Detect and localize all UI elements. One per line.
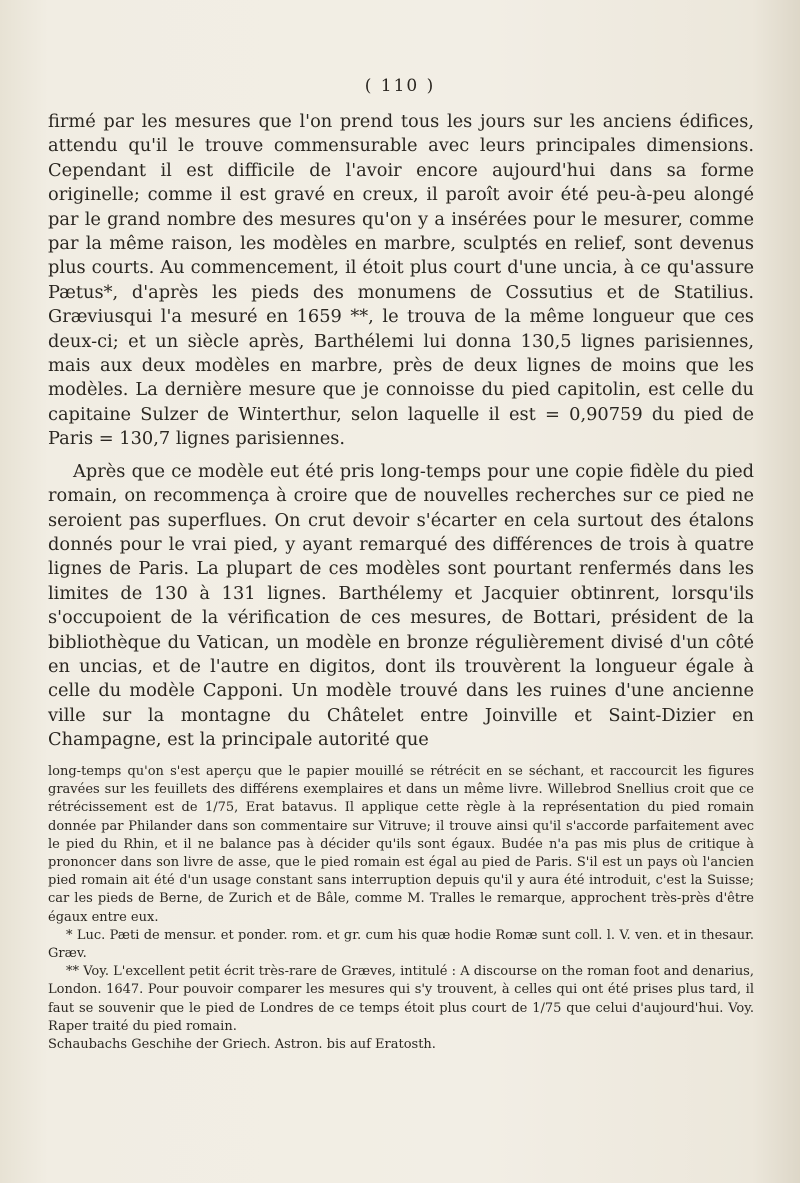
footnote-1-text: Luc. Pæti de mensur. et ponder. rom. et gr. cum his quæ hodie Romæ sunt coll. l. V. ven. et in thesaur. Græv. bbox=[48, 927, 754, 962]
main-text bbox=[48, 110, 754, 753]
page-number: ( 110 ) bbox=[364, 76, 436, 96]
footnotes bbox=[48, 763, 754, 1054]
footnote-3-text: Schaubachs Geschihe der Griech. Astron. bis auf Eratosth. bbox=[48, 1037, 436, 1053]
footnote-1-mark: * bbox=[66, 927, 73, 943]
footnote-2-mark: ** bbox=[66, 964, 79, 980]
footnote-3 bbox=[48, 1036, 754, 1054]
paragraph-2: Après que ce modèle eut été pris long-temps pour une copie fidèle du pied romain, on recommença à croire que de nouvelles recherches sur ce pied ne seroient pas superflues. On crut devoir s'écarter en cela surtout des étalons donnés pour le vrai pied, y ayant remarqué des différences de trois à quatre lignes de Paris. La plupart de ces modèles sont pourtant renfermés dans les limites de 130 à 131 lignes. Barthélemy et Jacquier obtinrent, lorsqu'ils s'occupoient de la vérification de ces mesures, de Bottari, président de la bibliothèque du Vatican, un modèle en bronze régulièrement divisé d'un côté en uncias, et de l'autre en digitos, dont ils trouvèrent la longueur égale à celle du modèle Capponi. Un modèle trouvé dans les ruines d'une ancienne ville sur la montagne du Châtelet entre Joinville et Saint-Dizier en Champagne, est la principale autorité que bbox=[48, 460, 754, 751]
footnote-continuation: long-temps qu'on s'est aperçu que le papier mouillé se rétrécit en se séchant, et raccourcit les figures gravées sur les feuillets des différens exemplaires et dans un même livre. Willebrod Snellius croit que ce rétrécissement est de 1/75, Erat batavus. Il applique cette règle à la représentation du pied romain donnée par Philander dans son commentaire sur Vitruve; il trouve ainsi qu'il s'accorde parfaitement avec le pied du Rhin, et il ne balance pas à décider qu'ils sont égaux. Budée n'a pas mis plus de critique à prononcer dans son livre de asse, que le pied romain est égal au pied de Paris. S'il est un pays où l'ancien pied romain ait été d'un usage constant sans interruption depuis qu'il y aura été introduit, c'est la Suisse; car les pieds de Berne, de Zurich et de Bâle, comme M. Tralles le remarque, approchent très-près d'être égaux entre eux. bbox=[48, 764, 754, 925]
footnote-2-text: Voy. L'excellent petit écrit très-rare de Græves, intitulé : A discourse on the roman foot and denarius, London. 1647. Pour pouvoir comparer les mesures qui s'y trouvent, à celles qui ont été prises plus tard, il faut se souvenir que le pied de Londres de ce temps étoit plus court de 1/75 que celui d'aujourd'hui. Voy. Raper traité du pied romain. bbox=[48, 964, 754, 1034]
footnote-1 bbox=[48, 927, 754, 963]
footnote-2 bbox=[48, 963, 754, 1036]
paragraph-1: firmé par les mesures que l'on prend tous les jours sur les anciens édifices, attendu qu'il le trouve commensurable avec leurs principales dimensions. Cependant il est difficile de l'avoir encore aujourd'hui dans sa forme originelle; comme il est gravé en creux, il paroît avoir été peu-à-peu alongé par le grand nombre des mesures qu'on y a insérées pour le mesurer, comme par la même raison, les modèles en marbre, sculptés en relief, sont devenus plus courts. Au commencement, il étoit plus court d'une uncia, à ce qu'assure Pætus*, d'après les pieds des monumens de Cossutius et de Statilius. Græviusqui l'a mesuré en 1659 **, le trouva de la même longueur que ces deux-ci; et un siècle après, Barthélemi lui donna 130,5 lignes parisiennes, mais aux deux modèles en marbre, près de deux lignes de moins que les modèles. La dernière mesure que je connoisse du pied capitolin, est celle du capitaine Sulzer de Winterthur, selon laquelle il est = 0,90759 du pied de Paris = 130,7 lignes parisiennes. bbox=[48, 111, 754, 450]
